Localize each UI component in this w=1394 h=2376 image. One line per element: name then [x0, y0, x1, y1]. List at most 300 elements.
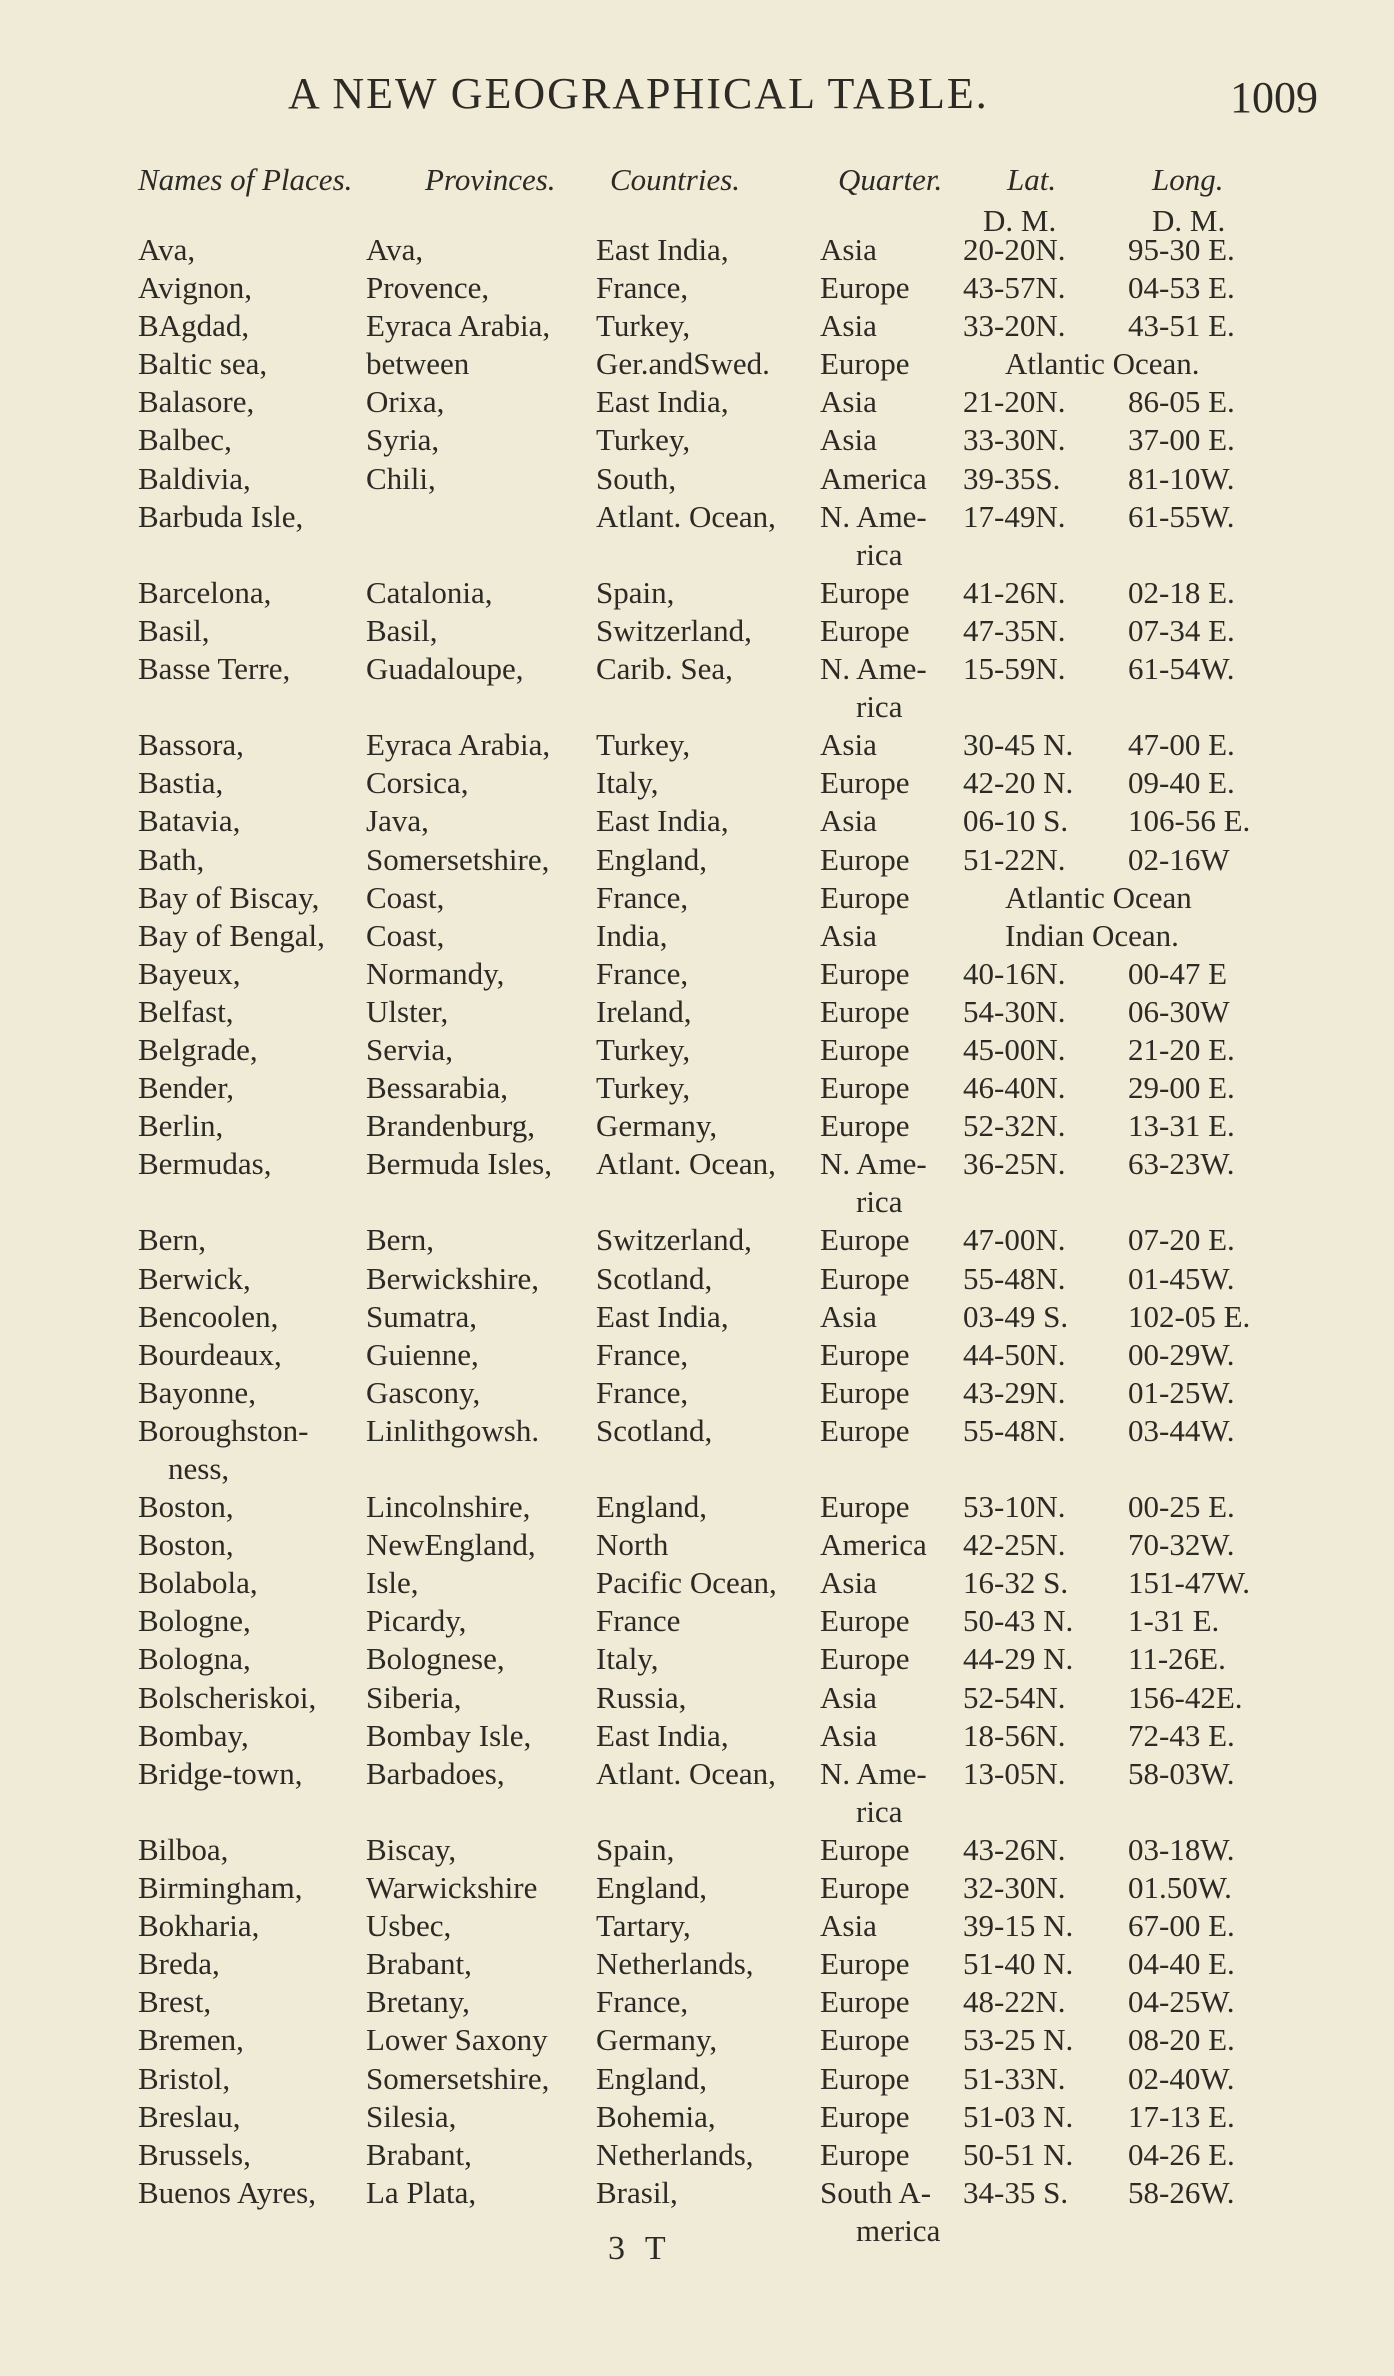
col-header-country: Countries. [610, 162, 741, 197]
country: Germany, [596, 1108, 718, 1144]
quarter: South A- [820, 2174, 932, 2210]
place-name: BAgdad, [138, 308, 250, 344]
quarter: Europe [820, 993, 910, 1029]
quarter: Europe [820, 1336, 910, 1372]
latitude: 36-25N. [963, 1146, 1066, 1182]
table-row [0, 1908, 1394, 1946]
latitude: 33-20N. [963, 308, 1066, 344]
latitude: 47-35N. [963, 612, 1066, 648]
place-name: Bombay, [138, 1717, 249, 1753]
table-row [0, 1718, 1394, 1756]
longitude: 08-20 E. [1128, 2022, 1235, 2058]
country: East India, [596, 384, 729, 420]
latitude: 55-48N. [963, 1412, 1066, 1448]
place-name: Barcelona, [138, 574, 272, 610]
place-name: Basil, [138, 612, 210, 648]
country: Spain, [596, 1831, 675, 1867]
latitude: 39-35S. [963, 460, 1061, 496]
province: Usbec, [366, 1908, 452, 1944]
quarter: Europe [820, 841, 910, 877]
country: England, [596, 2060, 708, 2096]
place-name: Avignon, [138, 270, 252, 306]
quarter-continued: rica [856, 689, 903, 725]
country: Netherlands, [596, 2136, 754, 2172]
quarter-continued: rica [856, 1184, 903, 1220]
country: Italy, [596, 1641, 659, 1677]
province: Brandenburg, [366, 1108, 536, 1144]
latitude: 43-26N. [963, 1831, 1066, 1867]
place-name: Bremen, [138, 2022, 244, 2058]
ocean-note: Indian Ocean. [1005, 917, 1179, 953]
province: Bombay Isle, [366, 1717, 532, 1753]
table-row [0, 1070, 1394, 1108]
place-name: Brussels, [138, 2136, 251, 2172]
longitude: 07-34 E. [1128, 612, 1235, 648]
country: Brasil, [596, 2174, 678, 2210]
country: Italy, [596, 765, 659, 801]
place-name: Brest, [138, 1984, 212, 2020]
province: Bern, [366, 1222, 435, 1258]
country: Turkey, [596, 727, 691, 763]
province: Chili, [366, 460, 436, 496]
col-header-long: Long. [1152, 162, 1224, 197]
longitude: 70-32W. [1128, 1527, 1235, 1563]
table-row [0, 575, 1394, 613]
province: Guadaloupe, [366, 651, 524, 687]
country: Germany, [596, 2022, 718, 2058]
longitude: 86-05 E. [1128, 384, 1235, 420]
province: Biscay, [366, 1831, 457, 1867]
table-row [0, 1641, 1394, 1679]
geographical-table [0, 232, 1394, 2251]
province: Silesia, [366, 2098, 457, 2134]
table-row [0, 1032, 1394, 1070]
quarter-continued: rica [856, 1793, 903, 1829]
quarter: Europe [820, 955, 910, 991]
quarter: Europe [820, 1603, 910, 1639]
quarter: Europe [820, 1412, 910, 1448]
lat-units: D. M. [983, 203, 1057, 238]
place-name: Bolscheriskoi, [138, 1679, 317, 1715]
longitude: 47-00 E. [1128, 727, 1235, 763]
latitude: 52-32N. [963, 1108, 1066, 1144]
table-row [0, 1565, 1394, 1603]
place-name-continued: ness, [168, 1450, 230, 1486]
place-name: Bokharia, [138, 1908, 260, 1944]
longitude: 04-26 E. [1128, 2136, 1235, 2172]
quarter: Europe [820, 1831, 910, 1867]
province: Basil, [366, 612, 438, 648]
province: Corsica, [366, 765, 469, 801]
page-number: 1009 [1230, 73, 1318, 122]
country: Tartary, [596, 1908, 691, 1944]
table-row [0, 1946, 1394, 1984]
latitude: 06-10 S. [963, 803, 1069, 839]
place-name: Bourdeaux, [138, 1336, 282, 1372]
table-row [0, 2175, 1394, 2251]
longitude: 02-16W [1128, 841, 1230, 877]
place-name: Bay of Biscay, [138, 879, 320, 915]
table-row [0, 308, 1394, 346]
province: Syria, [366, 422, 440, 458]
quarter: Europe [820, 612, 910, 648]
longitude: 63-23W. [1128, 1146, 1235, 1182]
quarter: Asia [820, 232, 877, 267]
longitude: 06-30W [1128, 993, 1230, 1029]
table-row [0, 1261, 1394, 1299]
country: Spain, [596, 574, 675, 610]
latitude: 15-59N. [963, 651, 1066, 687]
longitude: 1-31 E. [1128, 1603, 1220, 1639]
province: Provence, [366, 270, 490, 306]
table-row [0, 1870, 1394, 1908]
place-name: Bender, [138, 1070, 235, 1106]
latitude: 51-40 N. [963, 1946, 1074, 1982]
table-row [0, 232, 1394, 270]
province: Normandy, [366, 955, 505, 991]
country: Bohemia, [596, 2098, 716, 2134]
province: Linlithgowsh. [366, 1412, 540, 1448]
table-row [0, 2061, 1394, 2099]
quarter: Asia [820, 917, 877, 953]
place-name: Berlin, [138, 1108, 224, 1144]
place-name: Buenos Ayres, [138, 2174, 316, 2210]
quarter: Europe [820, 574, 910, 610]
longitude: 43-51 E. [1128, 308, 1235, 344]
latitude: 50-51 N. [963, 2136, 1074, 2172]
place-name: Barbuda Isle, [138, 498, 304, 534]
latitude: 42-25N. [963, 1527, 1066, 1563]
country: Ireland, [596, 993, 692, 1029]
quarter: Europe [820, 1260, 910, 1296]
country: Ger.andSwed. [596, 346, 770, 382]
quarter: N. Ame- [820, 1146, 927, 1182]
column-headers [0, 162, 1394, 198]
country: South, [596, 460, 677, 496]
quarter: Europe [820, 1070, 910, 1106]
quarter: Europe [820, 2136, 910, 2172]
place-name: Basse Terre, [138, 651, 291, 687]
place-name: Bristol, [138, 2060, 231, 2096]
latitude: 42-20 N. [963, 765, 1074, 801]
province: NewEngland, [366, 1527, 536, 1563]
latitude: 43-57N. [963, 270, 1066, 306]
country: France, [596, 1336, 689, 1372]
longitude: 04-40 E. [1128, 1946, 1235, 1982]
quarter: Europe [820, 346, 910, 382]
latitude: 53-25 N. [963, 2022, 1074, 2058]
latitude: 40-16N. [963, 955, 1066, 991]
province: Bolognese, [366, 1641, 505, 1677]
longitude: 13-31 E. [1128, 1108, 1235, 1144]
place-name: Bayeux, [138, 955, 241, 991]
table-row [0, 2099, 1394, 2137]
latitude: 18-56N. [963, 1717, 1066, 1753]
province: Eyraca Arabia, [366, 727, 551, 763]
province: Catalonia, [366, 574, 493, 610]
page-header [288, 68, 1318, 128]
country: England, [596, 1870, 708, 1906]
latitude: 43-29N. [963, 1374, 1066, 1410]
table-row [0, 1337, 1394, 1375]
quarter: Europe [820, 2022, 910, 2058]
place-name: Belgrade, [138, 1031, 258, 1067]
longitude: 58-26W. [1128, 2174, 1235, 2210]
province: Bessarabia, [366, 1070, 509, 1106]
latitude: 53-10N. [963, 1489, 1066, 1525]
country: East India, [596, 232, 729, 267]
province: Siberia, [366, 1679, 462, 1715]
signature-mark: 3 T [608, 2230, 672, 2267]
country: Switzerland, [596, 1222, 752, 1258]
table-row [0, 1375, 1394, 1413]
quarter: Europe [820, 1031, 910, 1067]
table-row [0, 461, 1394, 499]
place-name: Breslau, [138, 2098, 241, 2134]
table-row [0, 1413, 1394, 1489]
country: East India, [596, 1717, 729, 1753]
table-row [0, 994, 1394, 1032]
quarter: Europe [820, 1374, 910, 1410]
quarter: Asia [820, 1565, 877, 1601]
country: Turkey, [596, 422, 691, 458]
place-name: Bermudas, [138, 1146, 272, 1182]
latitude: 03-49 S. [963, 1298, 1069, 1334]
long-units: D. M. [1152, 203, 1226, 238]
quarter: Europe [820, 879, 910, 915]
col-header-province: Provinces. [425, 162, 556, 197]
latitude: 16-32 S. [963, 1565, 1069, 1601]
country: Switzerland, [596, 612, 752, 648]
longitude: 106-56 E. [1128, 803, 1251, 839]
latitude: 51-22N. [963, 841, 1066, 877]
province: Brabant, [366, 2136, 472, 2172]
province: Servia, [366, 1031, 453, 1067]
province: Ava, [366, 232, 424, 267]
quarter: Europe [820, 270, 910, 306]
country: Scotland, [596, 1260, 713, 1296]
country: India, [596, 917, 668, 953]
latitude: 50-43 N. [963, 1603, 1074, 1639]
place-name: Bayonne, [138, 1374, 256, 1410]
country: Atlant. Ocean, [596, 498, 776, 534]
quarter: Asia [820, 422, 877, 458]
table-row [0, 384, 1394, 422]
quarter: Europe [820, 1489, 910, 1525]
col-header-quarter: Quarter. [838, 162, 943, 197]
longitude: 29-00 E. [1128, 1070, 1235, 1106]
table-row [0, 956, 1394, 994]
country: Atlant. Ocean, [596, 1146, 776, 1182]
quarter: Asia [820, 384, 877, 420]
latitude: 48-22N. [963, 1984, 1066, 2020]
latitude: 39-15 N. [963, 1908, 1074, 1944]
country: North [596, 1527, 669, 1563]
running-title: A NEW GEOGRAPHICAL TABLE. [288, 69, 989, 118]
country: England, [596, 841, 708, 877]
place-name: Bologna, [138, 1641, 251, 1677]
table-row [0, 1108, 1394, 1146]
latitude: 55-48N. [963, 1260, 1066, 1296]
longitude: 21-20 E. [1128, 1031, 1235, 1067]
province: Bermuda Isles, [366, 1146, 552, 1182]
place-name: Bath, [138, 841, 205, 877]
latitude: 30-45 N. [963, 727, 1074, 763]
quarter: Asia [820, 1908, 877, 1944]
country: Russia, [596, 1679, 687, 1715]
province: Brabant, [366, 1946, 472, 1982]
place-name: Boston, [138, 1527, 234, 1563]
table-row [0, 803, 1394, 841]
table-row [0, 1299, 1394, 1337]
place-name: Balasore, [138, 384, 255, 420]
province: Warwickshire [366, 1870, 538, 1906]
table-row [0, 1832, 1394, 1870]
longitude: 102-05 E. [1128, 1298, 1251, 1334]
latitude: 45-00N. [963, 1031, 1066, 1067]
province: Somersetshire, [366, 841, 550, 877]
province: Coast, [366, 879, 445, 915]
longitude: 07-20 E. [1128, 1222, 1235, 1258]
longitude: 09-40 E. [1128, 765, 1235, 801]
place-name: Balbec, [138, 422, 232, 458]
country: Netherlands, [596, 1946, 754, 1982]
country: Scotland, [596, 1412, 713, 1448]
province: Lincolnshire, [366, 1489, 531, 1525]
place-name: Birmingham, [138, 1870, 303, 1906]
longitude: 58-03W. [1128, 1755, 1235, 1791]
longitude: 03-44W. [1128, 1412, 1235, 1448]
quarter: Europe [820, 1108, 910, 1144]
country: France [596, 1603, 681, 1639]
province: Bretany, [366, 1984, 470, 2020]
quarter: Asia [820, 803, 877, 839]
province: Orixa, [366, 384, 445, 420]
quarter: Asia [820, 1298, 877, 1334]
latitude: 21-20N. [963, 384, 1066, 420]
place-name: Bologne, [138, 1603, 251, 1639]
table-row [0, 422, 1394, 460]
table-row [0, 613, 1394, 651]
latitude: 34-35 S. [963, 2174, 1069, 2210]
quarter: Asia [820, 727, 877, 763]
quarter: America [820, 460, 927, 496]
quarter: Asia [820, 308, 877, 344]
quarter: N. Ame- [820, 1755, 927, 1791]
table-row [0, 346, 1394, 384]
longitude: 01.50W. [1128, 1870, 1232, 1906]
place-name: Bolabola, [138, 1565, 258, 1601]
latitude: 17-49N. [963, 498, 1066, 534]
quarter: Europe [820, 1870, 910, 1906]
longitude: 00-47 E [1128, 955, 1228, 991]
province: Isle, [366, 1565, 419, 1601]
latitude: 47-00N. [963, 1222, 1066, 1258]
longitude: 04-53 E. [1128, 270, 1235, 306]
longitude: 00-29W. [1128, 1336, 1235, 1372]
table-row [0, 727, 1394, 765]
longitude: 03-18W. [1128, 1831, 1235, 1867]
quarter: Europe [820, 2060, 910, 2096]
place-name: Boroughston- [138, 1412, 309, 1448]
longitude: 01-45W. [1128, 1260, 1235, 1296]
place-name: Ava, [138, 232, 196, 267]
place-name: Boston, [138, 1489, 234, 1525]
place-name: Baldivia, [138, 460, 251, 496]
latitude: 33-30N. [963, 422, 1066, 458]
ocean-note: Atlantic Ocean [1005, 879, 1192, 915]
province: between [366, 346, 470, 382]
latitude: 51-33N. [963, 2060, 1066, 2096]
latitude: 44-29 N. [963, 1641, 1074, 1677]
table-row [0, 1146, 1394, 1222]
table-row [0, 499, 1394, 575]
country: France, [596, 879, 689, 915]
country: France, [596, 955, 689, 991]
table-row [0, 1527, 1394, 1565]
longitude: 37-00 E. [1128, 422, 1235, 458]
longitude: 61-55W. [1128, 498, 1235, 534]
longitude: 61-54W. [1128, 651, 1235, 687]
quarter: N. Ame- [820, 651, 927, 687]
latitude: 44-50N. [963, 1336, 1066, 1372]
place-name: Baltic sea, [138, 346, 268, 382]
country: Carib. Sea, [596, 651, 733, 687]
latitude: 54-30N. [963, 993, 1066, 1029]
longitude: 01-25W. [1128, 1374, 1235, 1410]
table-row [0, 1489, 1394, 1527]
latitude: 13-05N. [963, 1755, 1066, 1791]
quarter: Europe [820, 765, 910, 801]
latitude: 46-40N. [963, 1070, 1066, 1106]
quarter: Europe [820, 1222, 910, 1258]
province: Ulster, [366, 993, 449, 1029]
latitude: 51-03 N. [963, 2098, 1074, 2134]
longitude: 04-25W. [1128, 1984, 1235, 2020]
country: Turkey, [596, 1070, 691, 1106]
province: Gascony, [366, 1374, 481, 1410]
table-row [0, 1222, 1394, 1260]
quarter: Europe [820, 1641, 910, 1677]
longitude: 72-43 E. [1128, 1717, 1235, 1753]
longitude: 95-30 E. [1128, 232, 1235, 267]
latitude: 52-54N. [963, 1679, 1066, 1715]
country: Turkey, [596, 308, 691, 344]
place-name: Bay of Bengal, [138, 917, 325, 953]
longitude: 67-00 E. [1128, 1908, 1235, 1944]
place-name: Bassora, [138, 727, 244, 763]
country: Atlant. Ocean, [596, 1755, 776, 1791]
table-row [0, 765, 1394, 803]
province: Berwickshire, [366, 1260, 540, 1296]
province: Eyraca Arabia, [366, 308, 551, 344]
place-name: Bridge-town, [138, 1755, 303, 1791]
quarter: Asia [820, 1717, 877, 1753]
place-name: Berwick, [138, 1260, 251, 1296]
place-name: Breda, [138, 1946, 220, 1982]
longitude: 81-10W. [1128, 460, 1235, 496]
place-name: Belfast, [138, 993, 234, 1029]
table-row [0, 880, 1394, 918]
longitude: 00-25 E. [1128, 1489, 1235, 1525]
country: East India, [596, 803, 729, 839]
table-row [0, 1680, 1394, 1718]
ocean-note: Atlantic Ocean. [1005, 346, 1200, 382]
country: Turkey, [596, 1031, 691, 1067]
province: Sumatra, [366, 1298, 478, 1334]
country: East India, [596, 1298, 729, 1334]
place-name: Bastia, [138, 765, 224, 801]
